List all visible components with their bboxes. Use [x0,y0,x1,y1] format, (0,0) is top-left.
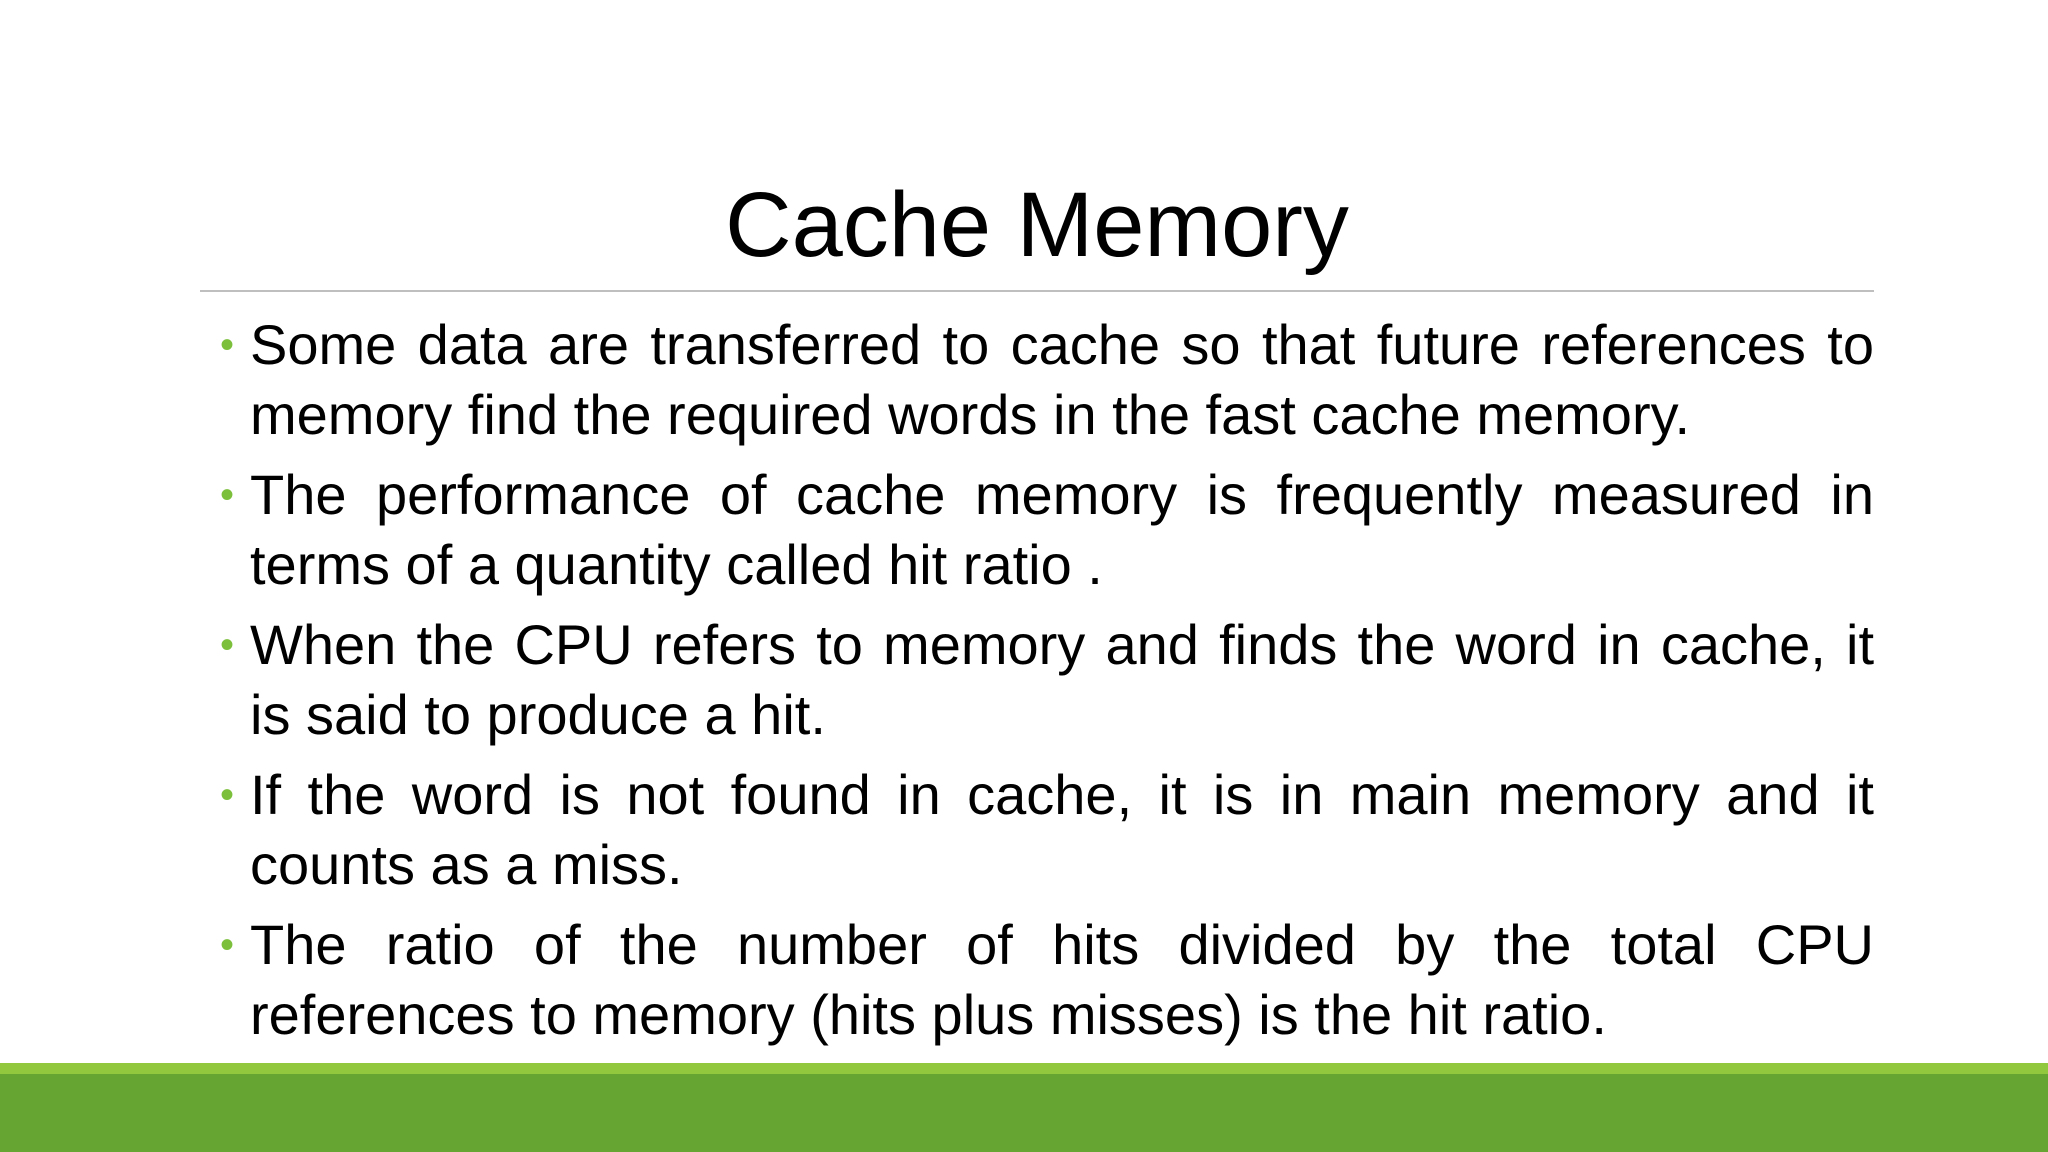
bullet-item [218,460,1874,600]
bullet-text: When the CPU refers to memory and finds the word in cache, it is said to produce a hit. [250,613,1874,746]
footer-band [0,1074,2048,1152]
bullet-text: Some data are transferred to cache so that future references to memory find the required words in the fast cache memory. [250,313,1874,446]
bullet-dot-icon: • [220,623,235,667]
bullet-item [218,310,1874,450]
bullet-dot-icon: • [220,773,235,817]
footer-accent-line [0,1063,2048,1074]
bullet-item [218,910,1874,1050]
title-divider [200,290,1874,292]
bullet-item [218,610,1874,750]
bullet-dot-icon: • [220,323,235,367]
bullet-text: The ratio of the number of hits divided by the total CPU references to memory (hits plus misses) is the hit ratio. [250,913,1874,1046]
bullet-text: If the word is not found in cache, it is in main memory and it counts as a miss. [250,763,1874,896]
bullet-text: The performance of cache memory is frequently measured in terms of a quantity called hit ratio . [250,463,1874,596]
bullet-item [218,760,1874,900]
slide-title: Cache Memory [725,174,1349,276]
bullet-list [218,310,1874,1060]
bullet-dot-icon: • [220,473,235,517]
bullet-dot-icon: • [220,923,235,967]
